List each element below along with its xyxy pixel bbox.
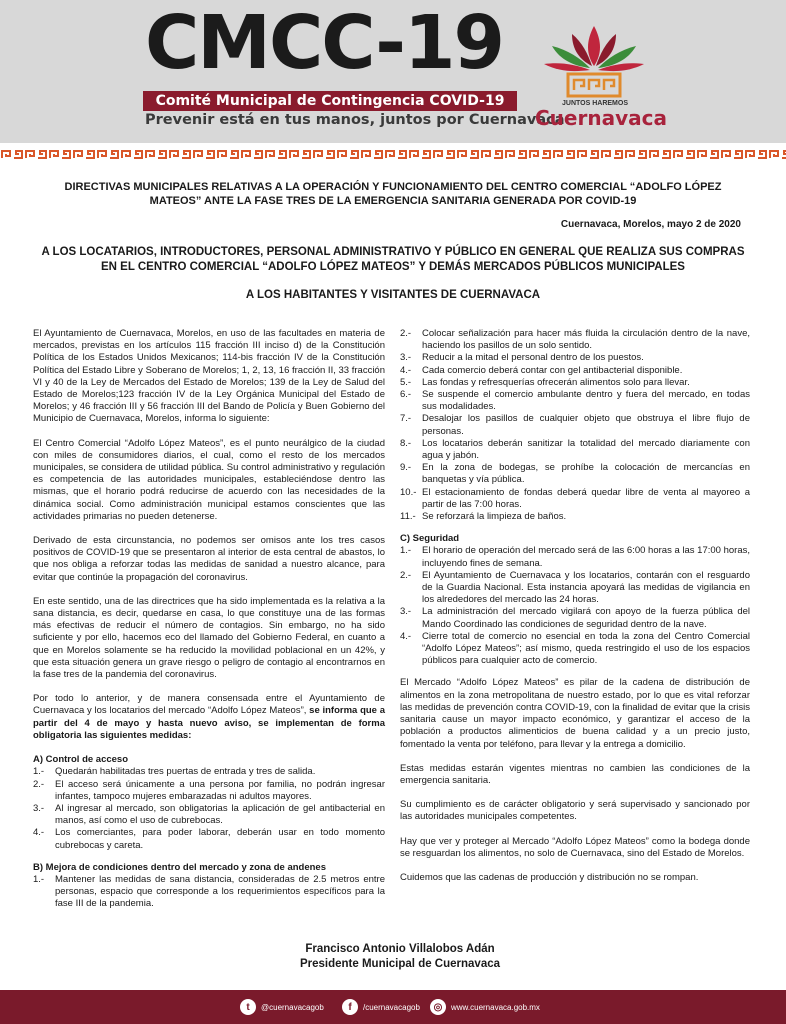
list-item-text: Quedarán habilitadas tres puertas de entrada y tres de salida. [55, 766, 316, 778]
list-item-number: 6.- [400, 389, 412, 401]
list-section-b-continued [400, 328, 750, 523]
greca-border-icon [0, 148, 786, 160]
facebook-handle: /cuernavacagob [363, 1002, 420, 1012]
list-item-number: 11.- [400, 511, 416, 523]
section-heading: A) Control de acceso [33, 754, 129, 766]
list-item-text: Los comerciantes, para poder laborar, deberán usar en todo momento cubrebocas y careta. [55, 827, 385, 851]
list-section-a [33, 766, 385, 851]
list-item-text: El estacionamiento de fondas deberá quedar libre de venta al mayoreo a partir de las 7:00 horas. [422, 486, 750, 510]
website-url: www.cuernavaca.gob.mx [451, 1002, 540, 1012]
paragraph-bold: se informa que a partir del 4 de mayo y hasta nuevo aviso, se implementan de forma obligatoria las siguientes medidas: [33, 705, 385, 741]
list-item [400, 352, 750, 364]
list-item-number: 5.- [400, 376, 412, 388]
list-section-b [33, 874, 385, 911]
list-item-text: Se suspende el comercio ambulante dentro y fuera del mercado, en todas sus modalidades. [422, 389, 750, 413]
list-item-text: Las fondas y refresquerías ofrecerán alimentos solo para llevar. [422, 376, 690, 388]
list-item [400, 606, 750, 630]
globe-icon: ◎ [430, 999, 446, 1015]
slogan: Prevenir está en tus manos, juntos por Cuernavaca [145, 112, 565, 128]
list-item [400, 545, 750, 569]
paragraph: El Mercado “Adolfo López Mateos” es pilar de la cadena de distribución de alimentos en la zona metropolitana de nuestro estado, por lo que es vital reforzar las medidas de prevención contra COVID-19, con la finalidad de evitar que la crisis sanitaria cause un mayor impacto económico, y garantizar el acceso de la población a productos alimenticios de buena calidad y a un precio justo, fomentado la venta por teléfono, para llevar y la entrega a domicilio. [400, 677, 750, 750]
list-item [33, 766, 385, 778]
list-item [400, 413, 750, 437]
paragraph-text: Por todo lo anterior, y de manera consensada entre el Ayuntamiento de Cuernavaca y los locatarios del mercado “Adolfo López Mateos”, [33, 693, 385, 717]
list-item-number: 4.- [33, 827, 45, 839]
twitter-handle: @cuernavacagob [261, 1002, 324, 1012]
document-title: DIRECTIVAS MUNICIPALES RELATIVAS A LA OPERACIÓN Y FUNCIONAMIENTO DEL CENTRO COMERCIAL “ADOLFO LÓPEZ MATEOS” ANTE LA FASE TRES DE LA EMERGENCIA SANITARIA GENERADA POR COVID-19 [64, 181, 722, 207]
list-item [400, 377, 750, 389]
facebook-link[interactable] [342, 999, 420, 1015]
website-link[interactable] [430, 999, 540, 1015]
paragraph: El Ayuntamiento de Cuernavaca, Morelos, en uso de las facultades en materia de mercados, previstas en los artículos 115 fracción III inciso d) de la Constitución Política de los Estados Unidos Mexicanos; 114-bis fracción IV de la Constitución Política del Estado Libre y Soberano de Morelos; 1, 2, 13, 16 fracción II, 33 fracción VI y 40 de la Ley de Mercados del Estado de Morelos; 139 de la Ley de Salud del Estado de Morelos;123 fracción IV de la Ley Orgánica Municipal del Estado de Morelos; y 46 fracción III y 56 fracción III del Bando de Policía y Buen Gobierno del Municipio de Cuernavaca, Morelos, informa lo siguiente: [33, 328, 385, 425]
list-item [33, 827, 385, 851]
addressee-secondary: A LOS HABITANTES Y VISITANTES DE CUERNAVACA [245, 289, 541, 301]
signature-block [200, 942, 600, 972]
paragraph: Estas medidas estarán vigentes mientras no cambien las condiciones de la emergencia sanitaria. [400, 762, 750, 786]
list-item-number: 3.- [33, 802, 45, 814]
signatory-name: Francisco Antonio Villalobos Adán [305, 943, 495, 955]
list-item [400, 570, 750, 607]
list-item-number: 1.- [400, 545, 412, 557]
paragraph: Derivado de esta circunstancia, no podemos ser omisos ante los tres casos positivos de COVID-19 que se presentaron al interior de esta central de abastos, lo que nos obliga a reforzar todas las medidas de sanidad a nuestro alcance, para evitar que continúe la propagación del coronavirus. [33, 535, 385, 583]
list-item-number: 9.- [400, 462, 412, 474]
signatory-role: Presidente Municipal de Cuernavaca [299, 958, 501, 970]
list-item-number: 8.- [400, 437, 412, 449]
right-column [400, 328, 750, 896]
logo-tagline: JUNTOS HAREMOS [562, 100, 628, 107]
list-item-number: 2.- [400, 569, 412, 581]
header-banner [0, 0, 786, 143]
list-item [33, 779, 385, 803]
paragraph: Cuidemos que las cadenas de producción y distribución no se rompan. [400, 871, 699, 883]
list-item-text: Se reforzará la limpieza de baños. [422, 511, 567, 523]
list-item-text: Cierre total de comercio no esencial en toda la zona del Centro Comercial “Adolfo López Mateos”; así mismo, queda restringido el uso de los espacios públicos para cualquier acto de comercio. [422, 630, 750, 667]
list-item-text: Colocar señalización para hacer más fluida la circulación dentro de la nave, haciendo los pasillos de un solo sentido. [422, 328, 750, 352]
list-item [33, 803, 385, 827]
footer-bar [0, 990, 786, 1024]
list-item-text: Mantener las medidas de sana distancia, consideradas de 2.5 metros entre personas, espacio que corresponde a los requerimientos específicos para la fase III de la pandemia. [55, 873, 385, 910]
list-item-number: 10.- [400, 486, 417, 498]
facebook-icon: f [342, 999, 358, 1015]
left-column [33, 328, 385, 911]
paragraph: El Centro Comercial “Adolfo López Mateos”, es el punto neurálgico de la ciudad con miles de consumidores diarios, el cual, como el resto de los mercados municipales, se considera de utilidad pública. Su control administrativo y regulación es competencia de las autoridades municipales, estableciéndose dentro las mismas, que el horario podrá reducirse de acuerdo con las necesidades de la dinámica social. Como administración municipal estamos conscientes que las actividades primarias no pueden detenerse. [33, 437, 385, 522]
list-item-text: El acceso será únicamente a una persona por familia, no podrán ingresar infantes, tampoco mujeres embarazadas ni adultos mayores. [55, 778, 385, 802]
list-item-number: 3.- [400, 352, 412, 364]
list-item-text: La administración del mercado vigilará con apoyo de la fuerza pública del Mando Coordinado las condiciones de seguridad dentro de la nave. [422, 606, 750, 630]
list-item-text: Desalojar los pasillos de cualquier objeto que obstruya el libre flujo de personas. [422, 413, 750, 437]
logo-city: Cuernavaca [535, 106, 667, 130]
list-item-number: 2.- [33, 778, 45, 790]
addressee: A LOS LOCATARIOS, INTRODUCTORES, PERSONAL ADMINISTRATIVO Y PÚBLICO EN GENERAL QUE REALIZA SUS COMPRAS EN EL CENTRO COMERCIAL “ADOLFO LÓPEZ MATEOS” Y DEMÁS MERCADOS PÚBLICOS MUNICIPALES [41, 246, 745, 273]
section-heading: B) Mejora de condiciones dentro del mercado y zona de andenes [33, 861, 326, 873]
list-item-number: 3.- [400, 606, 412, 618]
list-item-number: 4.- [400, 630, 412, 642]
list-item [400, 438, 750, 462]
list-item-text: Al ingresar al mercado, son obligatorias la aplicación de gel antibacterial en manos, así como el uso de cubrebocas. [55, 802, 385, 827]
list-item [400, 389, 750, 413]
list-item [400, 462, 750, 486]
list-item-text: En la zona de bodegas, se prohíbe la colocación de mercancías en banquetas y vía pública. [422, 462, 750, 486]
document-date: Cuernavaca, Morelos, mayo 2 de 2020 [560, 219, 741, 230]
paragraph [33, 693, 385, 742]
list-item-text: El Ayuntamiento de Cuernavaca y los locatarios, contarán con el resguardo de la Guardia Nacional. Esta instancia apoyará las medidas de vigilancia en los alrededores del mercado las 24 horas. [422, 569, 750, 606]
list-section-c [400, 545, 750, 667]
list-item-number: 7.- [400, 413, 412, 425]
list-item-number: 1.- [33, 766, 45, 778]
list-item [400, 631, 750, 668]
paragraph: En este sentido, una de las directrices que ha sido implementada es la relativa a la sana distancia, es decir, quedarse en casa, lo que constituye una de las formas más efectivas de reducir el número de contagios. Sin embargo, no ha sido suficiente y por ello, hacemos eco del llamado del Gobierno Federal, en cuanto a que en Morelos solamente se ha reducido la movilidad poblacional en un 42%, y que esta situación genera un grave riesgo o peligro de contagio al encontrarnos en la fase tres de la pandemia del coronavirus. [33, 595, 385, 681]
list-item-text: Reducir a la mitad el personal dentro de los puestos. [422, 352, 644, 364]
twitter-icon: t [240, 999, 256, 1015]
list-item-number: 2.- [400, 328, 412, 339]
list-item-number: 4.- [400, 364, 412, 376]
list-item [400, 511, 750, 523]
paragraph: Hay que ver y proteger al Mercado “Adolfo López Mateos” como la bodega donde se resguardan los alimentos, no solo de Cuernavaca, sino del Estado de Morelos. [400, 835, 750, 859]
list-item [33, 874, 385, 911]
list-item [400, 328, 750, 352]
committee-banner: Comité Municipal de Contingencia COVID-19 [143, 91, 517, 111]
twitter-link[interactable] [240, 999, 324, 1015]
list-item-text: Cada comercio deberá contar con gel antibacterial disponible. [422, 364, 683, 376]
paragraph: Su cumplimiento es de carácter obligatorio y será supervisado y sancionado por las autoridades municipales competentes. [400, 799, 750, 823]
list-item-text: Los locatarios deberán sanitizar la totalidad del mercado diariamente con agua y jabón. [422, 437, 750, 462]
list-item [400, 487, 750, 511]
section-heading: C) Seguridad [400, 533, 460, 545]
list-item [400, 365, 750, 377]
list-item-number: 1.- [33, 873, 45, 885]
big-title: CMCC-19 [145, 0, 503, 86]
list-item-text: El horario de operación del mercado será de las 6:00 horas a las 17:00 horas, incluyendo fines de semana. [422, 545, 750, 569]
